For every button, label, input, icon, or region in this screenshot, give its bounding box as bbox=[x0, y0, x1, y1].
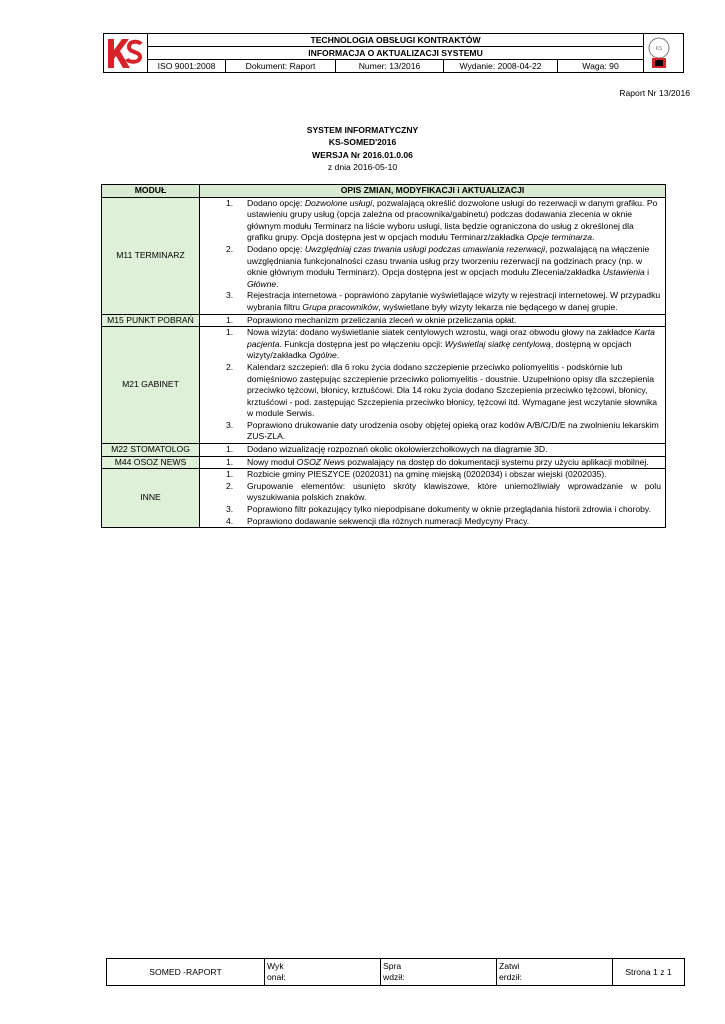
list-item bbox=[200, 244, 665, 290]
table-row bbox=[102, 327, 666, 444]
item-text: Poprawiono mechanizm przeliczania zleceń w oknie przeliczania opłat. bbox=[247, 314, 517, 325]
certification-seal bbox=[644, 34, 684, 73]
module-name: M21 GABINET bbox=[102, 327, 200, 444]
company-logo bbox=[104, 34, 148, 73]
table-row bbox=[102, 197, 666, 314]
table-row bbox=[102, 444, 666, 457]
version: WERSJA Nr 2016.01.0.06 bbox=[312, 149, 413, 160]
module-name: M11 TERMINARZ bbox=[102, 197, 200, 314]
header-title-2: INFORMACJA O AKTUALIZACJI SYSTEMU bbox=[148, 47, 644, 60]
module-name: M22 STOMATOLOG bbox=[102, 444, 200, 457]
item-text: Rozbicie gminy PIESZYCE (0202031) na gminę miejską (0202034) i obszar wiejski (0202035). bbox=[247, 469, 607, 480]
list-item bbox=[200, 504, 665, 516]
list-item bbox=[200, 481, 665, 504]
report-number: Raport Nr 13/2016 bbox=[619, 88, 690, 98]
change-description bbox=[200, 197, 666, 314]
item-number: 1. bbox=[226, 314, 234, 325]
title-block bbox=[0, 124, 725, 174]
module-name: M44 OSOZ NEWS bbox=[102, 456, 200, 469]
item-text: . bbox=[336, 350, 340, 361]
document-header bbox=[103, 33, 684, 73]
header-title-1: TECHNOLOGIA OBSŁUGI KONTRAKTÓW bbox=[148, 34, 644, 47]
item-text: , wyświetlane były wizyty lekarza nie będącego w danej grupie. bbox=[378, 301, 618, 312]
item-number: 2. bbox=[226, 361, 234, 372]
module-name: INNE bbox=[102, 469, 200, 528]
list-item bbox=[200, 290, 665, 313]
changes-table bbox=[101, 184, 666, 528]
footer-prepared-by bbox=[265, 959, 381, 986]
item-text: Kalendarz szczepień: dla 6 roku życia dodano szczepienie przeciwko poliomyelitis - podskórnie lub domięśniowo zastępując szczepienie przeciwko poliomyelitis - doustnie. Uzupełniono opisy dla szczepienia przeciwko tężcowi, błonicy, krztuśćowi. Dla 14 roku życia dodano Szczepienia przeciwko tężcowi, błonicy, krztuśćowi - pod. zastępując Szczepienia przeciwko błonicy, tężcowi itd. Wymagane jest wczytanie słownika w module Serwis. bbox=[247, 361, 658, 419]
table-row bbox=[102, 456, 666, 469]
footer-prepared-label-2: onał: bbox=[267, 972, 286, 982]
item-text: Ogólne bbox=[309, 350, 337, 361]
item-number: 2. bbox=[226, 480, 234, 491]
change-description bbox=[200, 456, 666, 469]
change-description bbox=[200, 314, 666, 327]
list-item bbox=[200, 198, 665, 244]
document-number: Numer: 13/2016 bbox=[336, 60, 444, 73]
item-text: Nowa wizyta: dodano wyświetlanie siatek centylowych wzrostu, wagi oraz obwodu głowy na zakładce bbox=[247, 327, 635, 338]
iso-label: ISO 9001:2008 bbox=[148, 60, 226, 73]
item-text: pozwalający na dostęp do dokumentacji systemu przy użyciu aplikacji mobilnej. bbox=[344, 456, 649, 467]
seal-icon bbox=[646, 36, 672, 71]
item-text: . Funkcja dostępna jest po włączeniu opcji: bbox=[279, 338, 445, 349]
list-item bbox=[200, 315, 665, 327]
list-item bbox=[200, 362, 665, 420]
item-number: 1. bbox=[226, 469, 234, 480]
item-text: . bbox=[276, 278, 279, 289]
item-text: Opcje terminarza bbox=[526, 232, 593, 243]
item-text: , pozwalającą określić dozwolone usługi do rezerwacji w danym grafiku. Po ustawieniu grupy usług (opcja zależna od pracownika/gabinetu) podczas dodawania zlecenia w oknie głównym modułu Terminarz na liście wyboru usługi, lista będzie ograniczona do usług z określonej dla grafiku grupy. Opcja dostępna jest w opcjach modułu Terminarz/zakładka bbox=[247, 197, 658, 243]
item-text: , dostępną w opcjach wizyty/zakładka bbox=[247, 338, 632, 361]
footer-title: SOMED -RAPORT bbox=[107, 959, 265, 986]
change-description bbox=[200, 327, 666, 444]
item-number: 3. bbox=[226, 419, 234, 430]
item-number: 2. bbox=[226, 243, 234, 254]
footer-approved-label-2: erdził: bbox=[499, 972, 522, 982]
item-number: 3. bbox=[226, 504, 234, 515]
column-header-description: OPIS ZMIAN, MODYFIKACJI i AKTUALIZACJI bbox=[200, 185, 666, 198]
item-text: Poprawiono dodawanie sekwencji dla różnych numeracji Medycyny Pracy. bbox=[247, 515, 530, 526]
item-number: 1. bbox=[226, 444, 234, 455]
item-number: 4. bbox=[226, 515, 234, 526]
item-text: Poprawiono drukowanie daty urodzenia osoby objętej opieką oraz kodów A/B/C/D/E na zwolnieniu lekarskim ZUS-ZLA. bbox=[247, 419, 659, 442]
item-text: Grupowanie elementów: usunięto skróty klawiszowe, które uniemożliwiały wprowadzanie w polu wyszukiwania polskich znaków. bbox=[247, 480, 661, 503]
list-item bbox=[200, 444, 665, 456]
product-name: KS-SOMED'2016 bbox=[328, 137, 397, 148]
list-item bbox=[200, 420, 665, 443]
item-text: Uwzględniaj czas trwania usługi podczas umawiania rezerwacji bbox=[304, 243, 546, 254]
item-text: Rejestracja internetowa - poprawiono zapytanie wyświetlające wizyty w rejestracji internetowej. W przypadku wybrania filtru bbox=[247, 290, 661, 312]
document-footer bbox=[106, 958, 685, 986]
weight: Waga: 90 bbox=[558, 60, 644, 73]
release-date: z dnia 2016-05-10 bbox=[327, 162, 398, 173]
list-item bbox=[200, 469, 665, 481]
item-number: 1. bbox=[226, 456, 234, 467]
item-text: Dodano opcję: bbox=[247, 243, 305, 254]
item-number: 1. bbox=[226, 327, 234, 338]
footer-checked-label-2: wdził: bbox=[383, 972, 405, 982]
document-type: Dokument: Raport bbox=[226, 60, 336, 73]
item-text: Dodano wizualizację rozpoznań okolic okołowierzchołkowych na diagramie 3D. bbox=[247, 444, 548, 455]
item-text: Poprawiono filtr pokazujący tylko niepodpisane dokumenty w oknie przeglądania historii zdrowia i choroby. bbox=[247, 504, 651, 515]
ks-logo-icon bbox=[106, 36, 144, 71]
list-item bbox=[200, 327, 665, 362]
issue-date: Wydanie: 2008-04-22 bbox=[444, 60, 558, 73]
system-name: SYSTEM INFORMATYCZNY bbox=[306, 125, 419, 135]
item-text: Grupa pracowników bbox=[302, 301, 379, 312]
item-text: Karta pacjenta bbox=[247, 327, 655, 349]
table-row bbox=[102, 469, 666, 528]
change-description bbox=[200, 444, 666, 457]
page-counter: Strona 1 z 1 bbox=[613, 959, 685, 986]
item-text: Nowy moduł bbox=[247, 456, 297, 467]
item-text: Wyświetlaj siatkę centylową bbox=[444, 338, 551, 349]
item-text: Dodano opcję: bbox=[247, 197, 305, 208]
list-item bbox=[200, 516, 665, 528]
item-text: i bbox=[644, 267, 650, 278]
item-number: 1. bbox=[226, 197, 234, 208]
footer-checked-by bbox=[381, 959, 497, 986]
module-name: M15 PUNKT POBRAŃ bbox=[102, 314, 200, 327]
change-description bbox=[200, 469, 666, 528]
list-item bbox=[200, 457, 665, 469]
footer-prepared-label-1: Wyk bbox=[267, 961, 284, 971]
item-text: OSOZ News bbox=[296, 456, 345, 467]
item-text: Dozwolone usługi bbox=[304, 197, 373, 208]
item-text: Główne bbox=[247, 278, 277, 289]
table-row bbox=[102, 314, 666, 327]
item-text: , pozwalającą na włączenie uwzględniania funkcjonalności czasu trwania usług przy tworzeniu rezerwacji na godzinach pracy (np. w oknie głównym modułu Terminarz). Opcja dostępna jest w opcjach modułu Zlecenia/zakładka bbox=[247, 243, 650, 278]
svg-text:KS: KS bbox=[655, 46, 663, 52]
column-header-module: MODUŁ bbox=[102, 185, 200, 198]
item-number: 3. bbox=[226, 290, 234, 301]
footer-approved-by bbox=[497, 959, 613, 986]
item-text: . bbox=[592, 232, 595, 243]
footer-approved-label-1: Zatwi bbox=[499, 961, 520, 971]
item-text: Ustawienia bbox=[602, 267, 645, 278]
footer-checked-label-1: Spra bbox=[383, 961, 402, 971]
